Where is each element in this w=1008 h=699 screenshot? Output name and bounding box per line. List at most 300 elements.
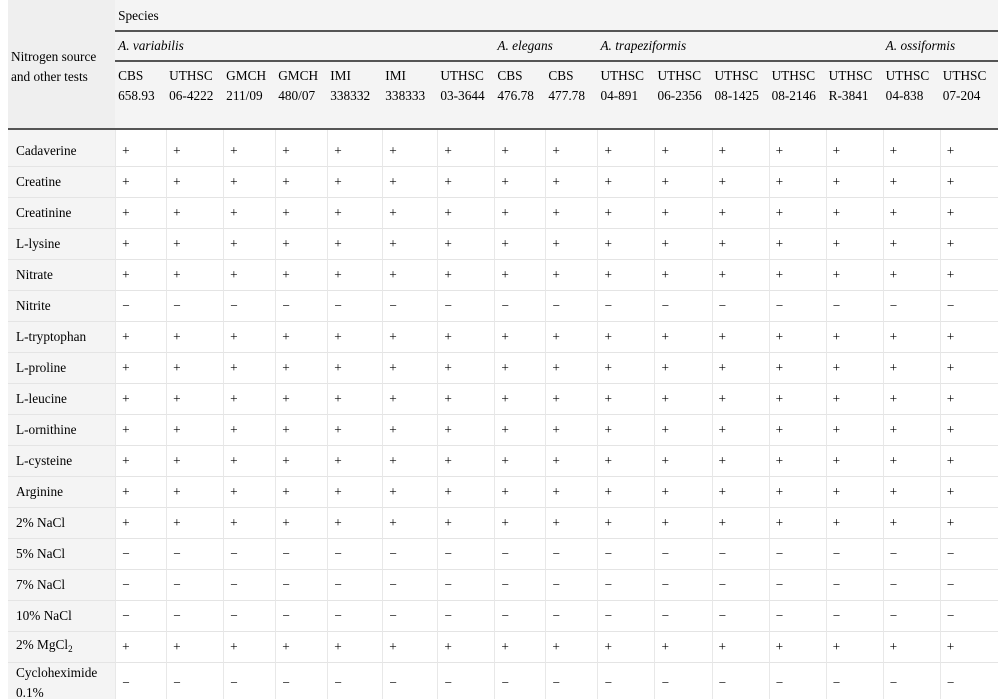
strain-header: UTHSC 04-891 — [597, 60, 654, 130]
result-cell: + — [769, 197, 826, 228]
result-cell: − — [883, 569, 940, 600]
result-cell: + — [437, 445, 494, 476]
result-cell: − — [826, 538, 883, 569]
result-cell: + — [327, 507, 382, 538]
result-cell: + — [327, 166, 382, 197]
result-cell: − — [940, 290, 998, 321]
result-cell: − — [654, 600, 711, 631]
result-cell: + — [166, 507, 223, 538]
table-row — [8, 476, 998, 507]
result-cell: + — [275, 197, 327, 228]
result-cell: + — [940, 197, 998, 228]
table-row — [8, 414, 998, 445]
result-cell: + — [769, 166, 826, 197]
result-cell: + — [275, 321, 327, 352]
result-cell: + — [712, 445, 769, 476]
result-cell: + — [654, 352, 711, 383]
result-cell: + — [883, 631, 940, 662]
result-cell: − — [115, 569, 166, 600]
result-cell: + — [940, 507, 998, 538]
result-cell: + — [223, 507, 275, 538]
result-cell: − — [223, 569, 275, 600]
result-cell: + — [769, 445, 826, 476]
result-cell: + — [382, 476, 437, 507]
row-label-text: Nitrate — [16, 267, 53, 282]
result-cell: + — [654, 383, 711, 414]
table-row — [8, 383, 998, 414]
result-cell: + — [883, 259, 940, 290]
strain-header: UTHSC 07-204 — [940, 60, 998, 130]
result-cell: − — [223, 662, 275, 699]
result-cell: + — [275, 383, 327, 414]
result-cell: + — [223, 130, 275, 166]
result-cell: + — [712, 414, 769, 445]
table-row — [8, 290, 998, 321]
result-cell: − — [437, 662, 494, 699]
result-cell: − — [545, 600, 597, 631]
result-cell: + — [494, 166, 545, 197]
table-row — [8, 197, 998, 228]
result-cell: + — [712, 166, 769, 197]
result-cell: + — [769, 130, 826, 166]
result-cell: + — [883, 228, 940, 259]
result-cell: + — [115, 259, 166, 290]
result-cell: + — [327, 476, 382, 507]
table-row — [8, 600, 998, 631]
result-cell: − — [382, 538, 437, 569]
result-cell: − — [826, 290, 883, 321]
result-cell: + — [437, 383, 494, 414]
result-cell: − — [883, 290, 940, 321]
result-cell: + — [223, 476, 275, 507]
result-cell: + — [494, 321, 545, 352]
result-cell: + — [597, 445, 654, 476]
result-cell: + — [494, 130, 545, 166]
result-cell: − — [382, 569, 437, 600]
result-cell: + — [654, 414, 711, 445]
result-cell: + — [275, 414, 327, 445]
result-cell: + — [437, 476, 494, 507]
result-cell: + — [275, 476, 327, 507]
row-label-text: Cadaverine — [16, 143, 77, 158]
result-cell: − — [769, 569, 826, 600]
row-label-text: 2% NaCl — [16, 515, 66, 530]
result-cell: + — [940, 414, 998, 445]
result-cell: − — [545, 538, 597, 569]
result-cell: − — [597, 600, 654, 631]
result-cell: − — [597, 569, 654, 600]
result-cell: − — [166, 600, 223, 631]
result-cell: + — [883, 383, 940, 414]
result-cell: + — [826, 383, 883, 414]
result-cell: + — [545, 631, 597, 662]
result-cell: + — [654, 228, 711, 259]
result-cell: − — [275, 662, 327, 699]
result-cell: + — [826, 321, 883, 352]
result-cell: + — [654, 476, 711, 507]
result-cell: − — [712, 600, 769, 631]
result-cell: + — [327, 383, 382, 414]
result-cell: + — [940, 352, 998, 383]
row-label — [8, 259, 115, 290]
row-label-text: Creatine — [16, 174, 62, 189]
result-cell: + — [597, 321, 654, 352]
strain-header: UTHSC 08-2146 — [769, 60, 826, 130]
result-cell: − — [494, 662, 545, 699]
result-cell: + — [597, 228, 654, 259]
result-cell: + — [654, 507, 711, 538]
result-cell: − — [883, 538, 940, 569]
row-label-text: L-tryptophan — [16, 329, 87, 344]
result-cell: + — [115, 445, 166, 476]
result-cell: − — [494, 600, 545, 631]
result-cell: + — [654, 631, 711, 662]
result-cell: + — [597, 352, 654, 383]
result-cell: − — [769, 538, 826, 569]
result-cell: − — [437, 600, 494, 631]
result-cell: + — [223, 259, 275, 290]
result-cell: + — [275, 259, 327, 290]
result-cell: + — [494, 445, 545, 476]
result-cell: − — [437, 290, 494, 321]
result-cell: + — [545, 228, 597, 259]
result-cell: + — [494, 414, 545, 445]
result-cell: + — [712, 197, 769, 228]
result-cell: − — [382, 290, 437, 321]
result-cell: − — [327, 290, 382, 321]
result-cell: + — [115, 228, 166, 259]
species-group-header: A. variabilis — [115, 30, 494, 60]
result-cell: + — [327, 321, 382, 352]
result-cell: + — [883, 445, 940, 476]
result-cell: + — [940, 321, 998, 352]
result-cell: + — [769, 631, 826, 662]
result-cell: + — [826, 507, 883, 538]
result-cell: + — [769, 414, 826, 445]
result-cell: + — [166, 352, 223, 383]
result-cell: + — [940, 228, 998, 259]
row-label-text: L-cysteine — [16, 453, 73, 468]
row-label — [8, 569, 115, 600]
result-cell: + — [826, 130, 883, 166]
result-cell: + — [115, 507, 166, 538]
strain-row — [8, 60, 998, 130]
result-cell: + — [327, 197, 382, 228]
result-cell: + — [826, 445, 883, 476]
row-label-text: L-ornithine — [16, 422, 77, 437]
result-cell: + — [769, 476, 826, 507]
corner-label: Nitrogen source and other tests — [8, 0, 115, 130]
result-cell: + — [712, 507, 769, 538]
result-cell: + — [545, 197, 597, 228]
result-cell: − — [275, 600, 327, 631]
result-cell: − — [712, 538, 769, 569]
result-cell: + — [115, 166, 166, 197]
result-cell: + — [826, 414, 883, 445]
strain-header: UTHSC 06-2356 — [654, 60, 711, 130]
row-label — [8, 662, 115, 699]
result-cell: − — [654, 290, 711, 321]
result-cell: + — [437, 259, 494, 290]
result-cell: + — [883, 130, 940, 166]
result-cell: − — [883, 600, 940, 631]
result-cell: + — [940, 259, 998, 290]
result-cell: + — [115, 414, 166, 445]
species-group-header: A. trapeziformis — [597, 30, 882, 60]
result-cell: + — [437, 197, 494, 228]
result-cell: − — [654, 662, 711, 699]
strain-header: CBS 476.78 — [494, 60, 545, 130]
result-cell: + — [883, 352, 940, 383]
row-label-text: Creatinine — [16, 205, 72, 220]
strain-header: GMCH 211/09 — [223, 60, 275, 130]
result-cell: + — [712, 352, 769, 383]
result-cell: + — [382, 352, 437, 383]
result-cell: + — [826, 228, 883, 259]
strain-header: CBS 658.93 — [115, 60, 166, 130]
result-cell: + — [327, 631, 382, 662]
result-cell: + — [494, 507, 545, 538]
species-group-header: A. ossiformis — [883, 30, 998, 60]
result-cell: + — [940, 130, 998, 166]
result-cell: + — [437, 228, 494, 259]
result-cell: + — [437, 414, 494, 445]
result-cell: + — [654, 321, 711, 352]
result-cell: − — [545, 569, 597, 600]
result-cell: + — [597, 130, 654, 166]
result-cell: − — [166, 569, 223, 600]
result-cell: − — [437, 569, 494, 600]
result-cell: + — [327, 130, 382, 166]
row-label — [8, 445, 115, 476]
row-label — [8, 414, 115, 445]
row-label-subscript: 2 — [68, 644, 73, 654]
result-cell: + — [437, 130, 494, 166]
result-cell: + — [166, 130, 223, 166]
result-cell: + — [597, 197, 654, 228]
result-cell: + — [545, 476, 597, 507]
result-cell: + — [769, 321, 826, 352]
row-label-text: Cycloheximide 0.1% — [16, 665, 98, 699]
table-row — [8, 507, 998, 538]
result-cell: + — [115, 631, 166, 662]
result-cell: + — [166, 321, 223, 352]
result-cell: + — [883, 414, 940, 445]
result-cell: + — [115, 352, 166, 383]
result-cell: + — [712, 383, 769, 414]
row-label-text: L-proline — [16, 360, 67, 375]
result-cell: − — [327, 538, 382, 569]
result-cell: + — [597, 414, 654, 445]
result-cell: + — [166, 414, 223, 445]
result-cell: − — [883, 662, 940, 699]
result-cell: + — [494, 228, 545, 259]
species-group-header: A. elegans — [494, 30, 597, 60]
result-cell: + — [327, 414, 382, 445]
strain-header: GMCH 480/07 — [275, 60, 327, 130]
result-cell: + — [223, 383, 275, 414]
result-cell: − — [494, 569, 545, 600]
result-cell: − — [115, 290, 166, 321]
row-label — [8, 476, 115, 507]
result-cell: + — [597, 259, 654, 290]
result-cell: + — [382, 383, 437, 414]
row-label-text: 10% NaCl — [16, 608, 72, 623]
result-cell: + — [769, 383, 826, 414]
row-label — [8, 383, 115, 414]
result-cell: + — [654, 197, 711, 228]
row-label — [8, 507, 115, 538]
result-cell: + — [826, 631, 883, 662]
row-label-text: Nitrite — [16, 298, 51, 313]
result-cell: + — [769, 507, 826, 538]
table-row — [8, 538, 998, 569]
result-cell: + — [654, 130, 711, 166]
species-label: Species — [115, 0, 998, 30]
result-cell: − — [597, 538, 654, 569]
result-cell: + — [883, 166, 940, 197]
result-cell: + — [327, 445, 382, 476]
row-label — [8, 166, 115, 197]
result-cell: + — [382, 507, 437, 538]
row-label-text: L-leucine — [16, 391, 67, 406]
result-cell: + — [382, 166, 437, 197]
result-cell: + — [597, 476, 654, 507]
result-cell: + — [166, 259, 223, 290]
strain-header: UTHSC 04-838 — [883, 60, 940, 130]
result-cell: + — [223, 352, 275, 383]
result-cell: + — [115, 197, 166, 228]
result-cell: + — [826, 197, 883, 228]
result-cell: − — [382, 600, 437, 631]
result-cell: + — [494, 631, 545, 662]
result-cell: + — [940, 166, 998, 197]
result-cell: − — [769, 290, 826, 321]
result-cell: + — [712, 631, 769, 662]
result-cell: + — [437, 631, 494, 662]
result-cell: + — [712, 476, 769, 507]
result-cell: − — [437, 538, 494, 569]
result-cell: + — [223, 321, 275, 352]
result-cell: + — [166, 228, 223, 259]
result-cell: + — [940, 476, 998, 507]
result-cell: + — [597, 631, 654, 662]
result-cell: + — [382, 259, 437, 290]
result-cell: + — [545, 383, 597, 414]
result-cell: − — [494, 290, 545, 321]
result-cell: − — [940, 569, 998, 600]
result-cell: + — [826, 352, 883, 383]
row-label — [8, 352, 115, 383]
strain-header: UTHSC 06-4222 — [166, 60, 223, 130]
result-cell: + — [166, 631, 223, 662]
result-cell: + — [223, 414, 275, 445]
result-cell: − — [545, 662, 597, 699]
result-cell: + — [166, 383, 223, 414]
row-label — [8, 290, 115, 321]
species-row — [8, 30, 998, 60]
result-cell: + — [597, 166, 654, 197]
table-row — [8, 321, 998, 352]
result-cell: + — [769, 352, 826, 383]
result-cell: + — [382, 321, 437, 352]
row-label — [8, 197, 115, 228]
result-cell: − — [327, 569, 382, 600]
result-cell: − — [327, 600, 382, 631]
result-cell: − — [223, 290, 275, 321]
result-cell: − — [654, 569, 711, 600]
table-row — [8, 130, 998, 166]
result-cell: + — [275, 228, 327, 259]
result-cell: + — [223, 228, 275, 259]
result-cell: + — [940, 445, 998, 476]
result-cell: − — [654, 538, 711, 569]
result-cell: + — [327, 259, 382, 290]
result-cell: + — [275, 631, 327, 662]
result-cell: − — [115, 600, 166, 631]
result-cell: + — [223, 631, 275, 662]
result-cell: + — [115, 321, 166, 352]
result-cell: + — [494, 476, 545, 507]
result-cell: − — [712, 569, 769, 600]
result-cell: + — [883, 476, 940, 507]
result-cell: + — [115, 476, 166, 507]
result-cell: + — [275, 507, 327, 538]
table-row — [8, 569, 998, 600]
result-cell: − — [223, 600, 275, 631]
result-cell: + — [275, 445, 327, 476]
result-cell: − — [275, 538, 327, 569]
result-cell: + — [166, 476, 223, 507]
result-cell: + — [597, 507, 654, 538]
strain-header: UTHSC R-3841 — [826, 60, 883, 130]
result-cell: + — [545, 259, 597, 290]
result-cell: − — [940, 538, 998, 569]
result-cell: − — [940, 600, 998, 631]
result-cell: + — [883, 321, 940, 352]
result-cell: + — [883, 197, 940, 228]
result-cell: − — [597, 662, 654, 699]
result-cell: − — [826, 569, 883, 600]
result-cell: + — [382, 631, 437, 662]
result-cell: + — [545, 321, 597, 352]
result-cell: + — [437, 321, 494, 352]
result-cell: − — [166, 290, 223, 321]
table-row — [8, 662, 998, 699]
row-label — [8, 600, 115, 631]
result-cell: + — [654, 259, 711, 290]
result-cell: − — [223, 538, 275, 569]
result-cell: + — [494, 383, 545, 414]
result-cell: + — [654, 166, 711, 197]
result-cell: + — [382, 414, 437, 445]
result-cell: + — [769, 259, 826, 290]
result-cell: + — [166, 166, 223, 197]
table-header — [8, 0, 998, 130]
result-cell: − — [275, 569, 327, 600]
result-cell: − — [275, 290, 327, 321]
result-cell: + — [223, 197, 275, 228]
result-cell: + — [826, 166, 883, 197]
result-cell: + — [166, 197, 223, 228]
result-cell: + — [382, 445, 437, 476]
result-cell: + — [545, 507, 597, 538]
table-row — [8, 166, 998, 197]
table-row — [8, 631, 998, 662]
result-cell: + — [712, 228, 769, 259]
strain-header: UTHSC 03-3644 — [437, 60, 494, 130]
result-cell: − — [494, 538, 545, 569]
